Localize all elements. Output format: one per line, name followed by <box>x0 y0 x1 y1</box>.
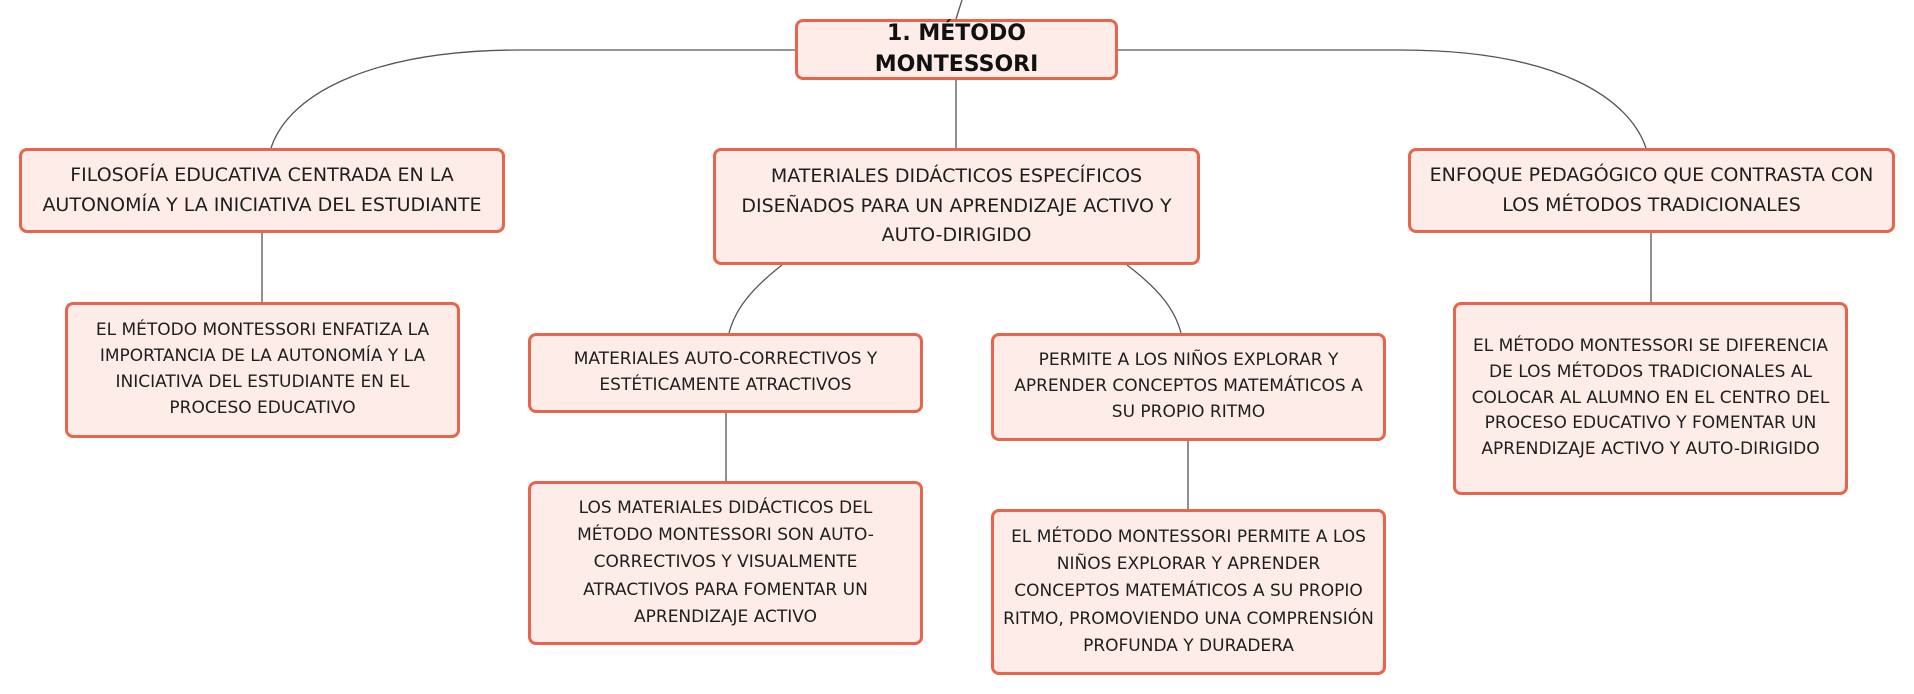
connector-root-to-philosophy <box>271 50 795 148</box>
subtopic-self-correcting-materials[interactable] <box>528 333 923 413</box>
connector-materials-to-self-correcting <box>729 265 782 333</box>
subtopic-own-pace-detail-text: EL MÉTODO MONTESSORI PERMITE A LOS NIÑOS EXPLORAR Y APRENDER CONCEPTOS MATEMÁTICOS A SU PROPIO RITMO, PROMOVIENDO UNA COMPRENSIÓN PROFUNDA Y DURADERA <box>1003 527 1374 656</box>
topic-approach[interactable] <box>1408 148 1895 233</box>
connector-materials-to-own-pace <box>1127 265 1181 333</box>
subtopic-own-pace-label: PERMITE A LOS NIÑOS EXPLORAR Y APRENDER CONCEPTOS MATEMÁTICOS A SU PROPIO RITMO <box>1014 350 1363 422</box>
subtopic-self-correcting-detail-text: LOS MATERIALES DIDÁCTICOS DEL MÉTODO MONTESSORI SON AUTO-CORRECTIVOS Y VISUALMENTE ATRACTIVOS PARA FOMENTAR UN APRENDIZAJE ACTIVO <box>577 498 874 627</box>
topic-approach-label: ENFOQUE PEDAGÓGICO QUE CONTRASTA CON LOS MÉTODOS TRADICIONALES <box>1429 164 1874 216</box>
subtopic-own-pace[interactable] <box>991 333 1386 441</box>
connector-parent-stub <box>956 0 962 19</box>
central-topic[interactable] <box>795 19 1118 80</box>
subtopic-own-pace-detail[interactable] <box>991 509 1386 675</box>
subtopic-approach-detail-text: EL MÉTODO MONTESSORI SE DIFERENCIA DE LOS MÉTODOS TRADICIONALES AL COLOCAR AL ALUMNO EN EL CENTRO DEL PROCESO EDUCATIVO Y FOMENTAR UN APRENDIZAJE ACTIVO Y AUTO-DIRIGIDO <box>1471 335 1830 460</box>
topic-materials-label: MATERIALES DIDÁCTICOS ESPECÍFICOS DISEÑADOS PARA UN APRENDIZAJE ACTIVO Y AUTO-DIRIGIDO <box>741 165 1172 247</box>
subtopic-approach-detail[interactable] <box>1453 302 1848 495</box>
subtopic-self-correcting-detail[interactable] <box>528 481 923 645</box>
central-topic-title: 1. MÉTODO MONTESSORI <box>874 20 1039 77</box>
subtopic-philosophy-detail-text: EL MÉTODO MONTESSORI ENFATIZA LA IMPORTANCIA DE LA AUTONOMÍA Y LA INICIATIVA DEL ESTUDIANTE EN EL PROCESO EDUCATIVO <box>95 320 430 418</box>
connector-root-to-approach <box>1118 50 1646 148</box>
topic-philosophy-label: FILOSOFÍA EDUCATIVA CENTRADA EN LA AUTONOMÍA Y LA INICIATIVA DEL ESTUDIANTE <box>42 164 482 216</box>
subtopic-self-correcting-materials-label: MATERIALES AUTO-CORRECTIVOS Y ESTÉTICAMENTE ATRACTIVOS <box>573 349 878 395</box>
subtopic-philosophy-detail[interactable] <box>65 302 460 438</box>
topic-materials[interactable] <box>713 148 1200 265</box>
topic-philosophy[interactable] <box>19 148 505 233</box>
